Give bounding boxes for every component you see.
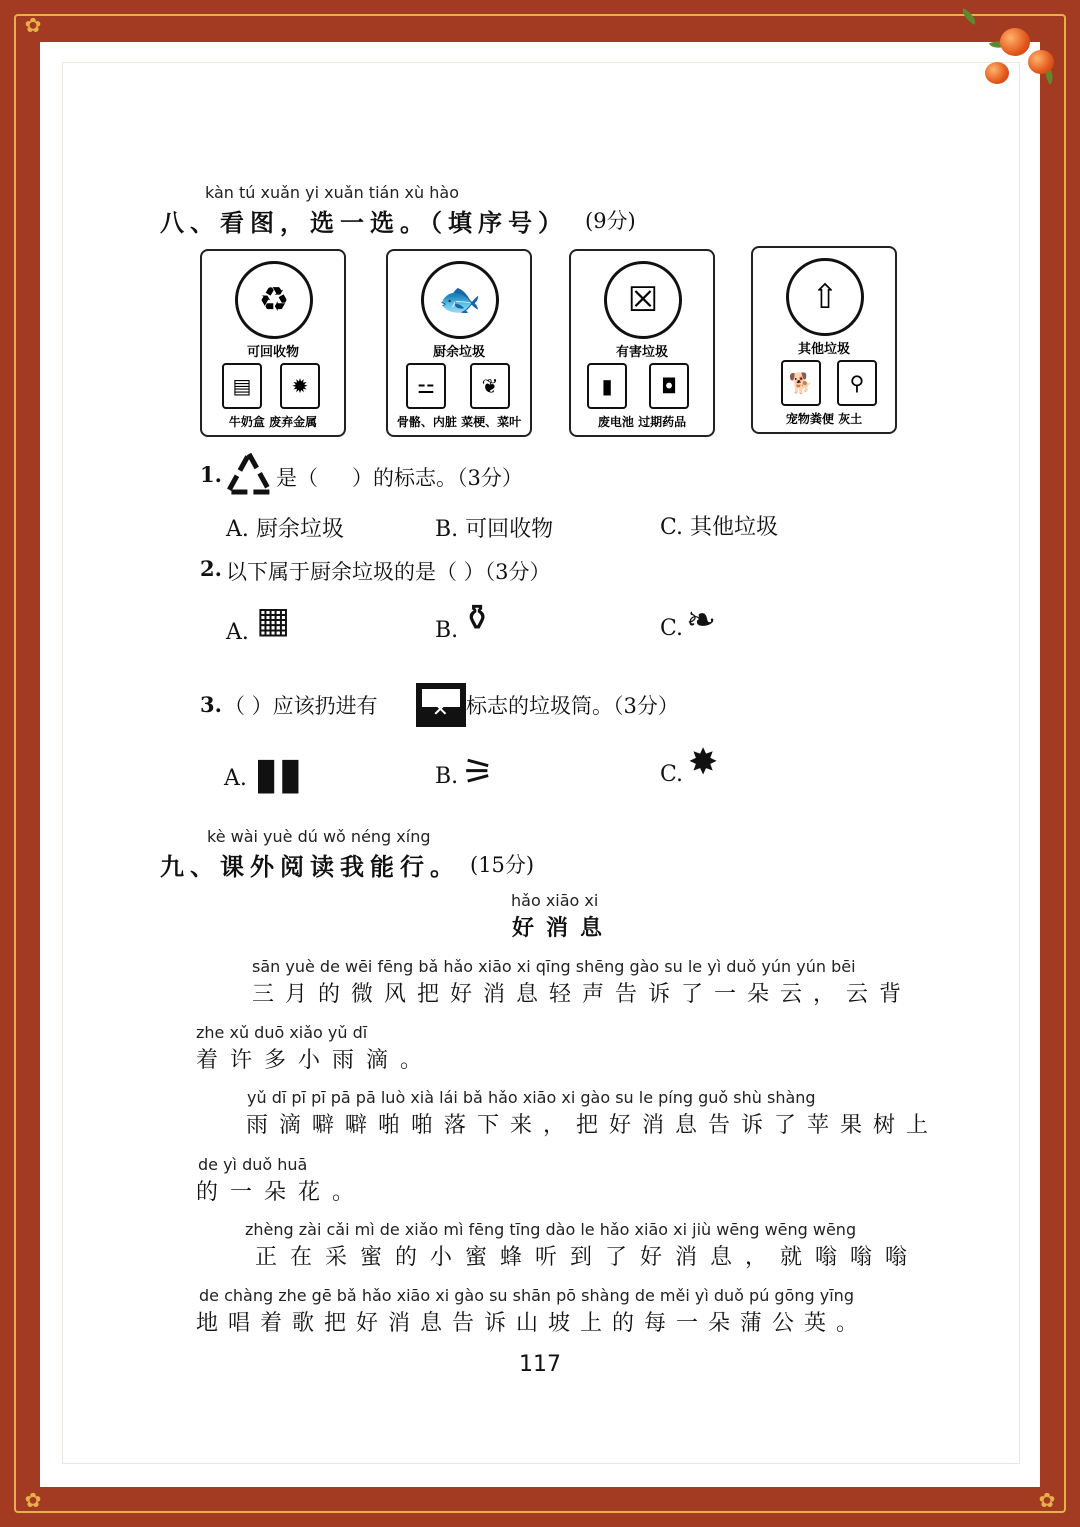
story-line-text: 三月的微风把好消息轻声告诉了一朵云，云背 <box>252 982 913 1007</box>
story-line-text: 雨滴噼噼啪啪落下来，把好消息告诉了苹果树上 <box>246 1113 940 1138</box>
section9-pinyin: kè wài yuè dú wǒ néng xíng <box>207 827 431 846</box>
q2-option-c: C. <box>660 616 684 641</box>
battery-icon: ▮ <box>587 363 627 409</box>
story-title: 好消息 <box>512 915 615 941</box>
q3-number: 3. <box>200 692 222 717</box>
recycle-icon: ♻ <box>235 261 313 339</box>
story-title-pinyin: hǎo xiāo xi <box>511 891 599 910</box>
section8-pinyin: kàn tú xuǎn yi xuǎn tián xù hào <box>205 183 459 202</box>
card-other-waste <box>751 246 897 434</box>
q3-option-b: B. <box>435 764 459 789</box>
q2-option-a: A. <box>226 620 249 645</box>
card-items: 宠物粪便 灰土 <box>785 412 863 426</box>
story-line-pinyin: zhèng zài cǎi mì de xiǎo mì fēng tīng dào le hǎo xiāo xi jiù wēng wēng wēng <box>245 1220 857 1239</box>
broom-dustpan-icon: ⚱ <box>462 598 493 639</box>
other-waste-icon: ⇧ <box>786 258 864 336</box>
vegetable-icon: ❦ <box>470 363 510 409</box>
milk-carton-icon: ▦ <box>256 600 291 641</box>
fish-bone-icon: ⚞ <box>462 752 495 793</box>
q3-option-c: C. <box>660 762 684 787</box>
q3-option-a: A. <box>224 766 247 791</box>
q1-text-after: ）的标志。（3分） <box>352 466 523 490</box>
medicine-icon: ◘ <box>649 363 689 409</box>
story-line-pinyin: sān yuè de wēi fēng bǎ hǎo xiāo xi qīng shēng gào su le yì duǒ yún yún bēi <box>252 957 856 976</box>
story-line-text: 的一朵花。 <box>196 1180 367 1205</box>
story-line-text: 地唱着歌把好消息告诉山坡上的每一朵蒲公英。 <box>196 1311 869 1336</box>
card-kitchen-waste <box>386 249 532 437</box>
q1-option-c: C. 其他垃圾 <box>660 515 779 540</box>
corner-ornament-icon: ✿ <box>24 1488 42 1512</box>
card-name: 有害垃圾 <box>615 345 668 360</box>
card-hazardous <box>569 249 715 437</box>
q2-number: 2. <box>200 556 222 581</box>
scrap-metal-icon: ✹ <box>280 363 320 409</box>
q1-text-before: 是（ <box>276 466 318 490</box>
story-line-pinyin: de chàng zhe gē bǎ hǎo xiāo xi gào su shān pō shàng de měi yì duǒ pú gōng yīng <box>199 1286 854 1305</box>
cabbage-icon: ❧ <box>686 600 717 641</box>
q3-text-after: 标志的垃圾筒。（3分） <box>466 694 679 718</box>
corner-ornament-icon: ✿ <box>1038 1488 1056 1512</box>
story-line-pinyin: de yì duǒ huā <box>198 1155 308 1174</box>
bone-icon: ⚍ <box>406 363 446 409</box>
fish-bone-icon: 🐟 <box>421 261 499 339</box>
q2-text: 以下属于厨余垃圾的是（ ）（3分） <box>226 560 551 584</box>
q1-option-b: B. 可回收物 <box>435 517 554 542</box>
card-items: 骨骼、内脏 菜梗、菜叶 <box>396 415 522 429</box>
scrap-metal-icon: ✸ <box>688 742 719 783</box>
milk-carton-icon: ▤ <box>222 363 262 409</box>
section9-title: 九、课外阅读我能行。 <box>160 852 460 881</box>
hazard-icon: ☒ <box>604 261 682 339</box>
batteries-icon: ▮▮ <box>254 748 303 799</box>
section8-title: 八、看图，选一选。（填序号） <box>160 208 568 237</box>
hazard-symbol-icon: ✕ <box>416 683 466 727</box>
page-number: 117 <box>519 1352 561 1377</box>
story-line-pinyin: zhe xǔ duō xiǎo yǔ dī <box>196 1023 368 1042</box>
q1-option-a: A. 厨余垃圾 <box>226 517 344 542</box>
card-items: 牛奶盒 废弃金属 <box>228 415 318 429</box>
corner-ornament-icon: ✿ <box>24 13 42 37</box>
section8-score: (9分) <box>585 209 636 233</box>
story-line-text: 着许多小雨滴。 <box>196 1048 435 1073</box>
dog-icon: 🐕 <box>781 360 821 406</box>
card-name: 可回收物 <box>246 345 299 360</box>
q2-option-b: B. <box>435 618 459 643</box>
q3-text-before: （ ）应该扔进有 <box>224 694 378 718</box>
q1-number: 1. <box>200 462 222 487</box>
card-name: 其他垃圾 <box>797 342 850 357</box>
story-line-pinyin: yǔ dī pī pī pā pā luò xià lái bǎ hǎo xiāo xi gào su le píng guǒ shù shàng <box>247 1088 816 1107</box>
card-items: 废电池 过期药品 <box>597 415 687 429</box>
broom-icon: ⚲ <box>837 360 877 406</box>
section9-score: (15分) <box>470 853 535 877</box>
story-line-text: 正在采蜜的小蜜蜂听到了好消息，就嗡嗡嗡 <box>255 1245 921 1270</box>
recycle-symbol-icon <box>224 450 274 496</box>
card-name: 厨余垃圾 <box>432 345 485 360</box>
card-recyclable <box>200 249 346 437</box>
